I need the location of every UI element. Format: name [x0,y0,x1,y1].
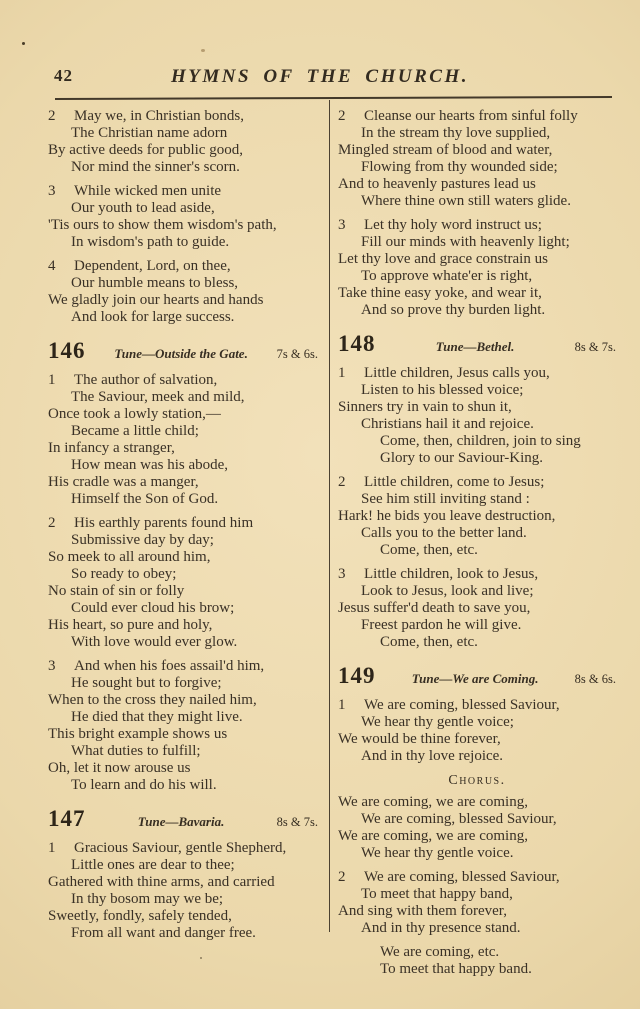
hymn-line: So meek to all around him, [48,549,211,565]
hymn-line: Freest pardon he will give. [361,617,522,633]
hymn-line: Our humble means to bless, [71,275,239,291]
verse-number: 1 [48,372,56,388]
hymn-meter-label: 8s & 7s. [276,815,318,829]
verse [338,108,616,210]
hymn-line: 1 We are coming, blessed Saviour, [338,697,560,713]
hymn-line: Let thy love and grace constrain us [338,251,548,267]
hymn-line: His cradle was a manger, [48,474,199,490]
verse [338,365,616,467]
hymn-line: We are coming, blessed Saviour, [361,811,557,827]
hymn-line: We are coming, we are coming, [338,828,528,844]
hymn-line: 2 Little children, come to Jesus; [338,474,545,490]
hymn-line: See him still inviting stand : [361,491,530,507]
hymn-line: His heart, so pure and holy, [48,617,213,633]
hymn-line: 2 We are coming, blessed Saviour, [338,869,560,885]
hymn-line: He died that they might live. [71,709,243,725]
verse-number: 2 [338,474,346,490]
verse-number: 1 [338,697,346,713]
left-column [48,108,318,949]
hymn-line: How mean was his abode, [71,457,229,473]
page-number: 42 [54,66,73,85]
column-divider [329,100,330,932]
hymn-line: By active deeds for public good, [48,142,243,158]
verse [338,869,616,937]
verse [48,515,318,651]
hymn-line: Flowing from thy wounded side; [361,159,558,175]
hymn-line: 3 Little children, look to Jesus, [338,566,539,582]
hymn-line: What duties to fulfill; [71,743,201,759]
hymn-line: Sinners try in vain to shun it, [338,399,512,415]
hymn-line: 2 Cleanse our hearts from sinful folly [338,108,578,124]
hymn-line: In infancy a stranger, [48,440,175,456]
hymn-line: With love would ever glow. [71,634,238,650]
verse-number: 3 [338,217,346,233]
hymn-heading [48,806,318,832]
hymn-line: 3 While wicked men unite [48,183,222,199]
verse [338,944,616,978]
hymn-line: In the stream thy love supplied, [361,125,551,141]
hymn-line: Gathered with thine arms, and carried [48,874,275,890]
hymn-line: Oh, let it now arouse us [48,760,191,776]
hymn-number: 146 [48,338,86,363]
hymn-line: To meet that happy band. [380,961,532,977]
hymn-line: And look for large success. [71,309,235,325]
right-column [338,108,616,985]
hymn-line: When to the cross they nailed him, [48,692,257,708]
verse-number: 3 [338,566,346,582]
verse-number: 2 [48,108,56,124]
hymn-line: And to heavenly pastures lead us [338,176,536,192]
verse [338,697,616,765]
hymn-number: 148 [338,331,376,356]
hymn-line: Where thine own still waters glide. [361,193,571,209]
hymn-line: We would be thine forever, [338,731,501,747]
hymn-line: Himself the Son of God. [71,491,219,507]
verse-number: 3 [48,658,56,674]
verse-number: 1 [338,365,346,381]
page-title: HYMNS OF THE CHURCH. [171,66,469,87]
hymn-line: Fill our minds with heavenly light; [361,234,570,250]
paper-speck [201,49,205,52]
hymn-line: This bright example shows us [48,726,228,742]
hymn-line: And in thy love rejoice. [361,748,504,764]
hymn-line: Come, then, children, join to sing [380,433,581,449]
hymn-line: Look to Jesus, look and live; [361,583,534,599]
hymn-line: Our youth to lead aside, [71,200,215,216]
verse-number: 2 [48,515,56,531]
chorus-label: Chorus. [448,773,506,788]
hymn-line: We hear thy gentle voice. [361,845,514,861]
hymn-line: Became a little child; [71,423,199,439]
hymn-line: Christians hail it and rejoice. [361,416,534,432]
hymn-line: And so prove thy burden light. [361,302,546,318]
hymn-heading [338,663,616,689]
hymn-line: Calls you to the better land. [361,525,527,541]
hymn-meter-label: 8s & 6s. [574,672,616,686]
verse [48,108,318,176]
hymn-line: To learn and do his will. [71,777,217,793]
verse [48,183,318,251]
hymn-line: The Christian name adorn [71,125,228,141]
verse [338,217,616,319]
hymn-line: Hark! he bids you leave destruction, [338,508,556,524]
hymn-number: 149 [338,663,376,688]
verse [48,258,318,326]
verse-number: 1 [48,840,56,856]
hymn-line: In wisdom's path to guide. [71,234,230,250]
hymn-line: 2 May we, in Christian bonds, [48,108,244,124]
verse-number: 4 [48,258,56,274]
verse [338,474,616,559]
hymn-line: Could ever cloud his brow; [71,600,235,616]
hymn-line: Come, then, etc. [380,634,478,650]
hymn-tune-label: Tune—We are Coming. [411,671,539,686]
hymn-tune-label: Tune—Bavaria. [137,814,225,829]
hymn-line: He sought but to forgive; [71,675,222,691]
hymn-line: 1 Gracious Saviour, gentle Shepherd, [48,840,287,856]
verse [48,658,318,794]
hymn-line: Sweetly, fondly, safely tended, [48,908,232,924]
hymn-line: To approve whate'er is right, [361,268,533,284]
hymn-line: The Saviour, meek and mild, [71,389,245,405]
verse-number: 2 [338,869,346,885]
hymn-line: And in thy presence stand. [361,920,521,936]
hymn-tune-label: Tune—Bethel. [435,339,515,354]
hymn-meter-label: 7s & 6s. [276,347,318,361]
hymn-line: 3 And when his foes assail'd him, [48,658,265,674]
hymn-line: To meet that happy band, [361,886,513,902]
hymn-line: 3 Let thy holy word instruct us; [338,217,542,233]
header-rule [55,96,612,100]
verse-number: 3 [48,183,56,199]
hymn-heading [338,331,616,357]
hymn-tune-label: Tune—Outside the Gate. [114,346,248,361]
verse [48,840,318,942]
hymn-line: 2 His earthly parents found him [48,515,254,531]
hymn-line: Come, then, etc. [380,542,478,558]
hymn-line: Jesus suffer'd death to save you, [338,600,531,616]
hymn-meter-label: 8s & 7s. [574,340,616,354]
hymn-line: So ready to obey; [71,566,177,582]
hymn-line: Glory to our Saviour-King. [380,450,544,466]
hymn-line: Once took a lowly station,— [48,406,221,422]
hymn-line: Mingled stream of blood and water, [338,142,553,158]
hymn-line: Submissive day by day; [71,532,214,548]
hymn-line: We are coming, etc. [380,944,500,960]
hymn-line: And sing with them forever, [338,903,507,919]
hymn-line: Little ones are dear to thee; [71,857,235,873]
hymn-line: 4 Dependent, Lord, on thee, [48,258,231,274]
hymn-line: Listen to his blessed voice; [361,382,524,398]
hymn-line: From all want and danger free. [71,925,256,941]
hymn-line: 1 The author of salvation, [48,372,218,388]
hymn-line: We hear thy gentle voice; [361,714,514,730]
hymn-line: Nor mind the sinner's scorn. [71,159,240,175]
verse-number: 2 [338,108,346,124]
paper-speck [200,957,202,959]
verse [338,794,616,862]
hymn-line: No stain of sin or folly [48,583,185,599]
hymn-line: 'Tis ours to show them wisdom's path, [48,217,277,233]
verse [338,566,616,651]
hymn-line: We are coming, we are coming, [338,794,528,810]
hymn-line: Take thine easy yoke, and wear it, [338,285,542,301]
hymn-line: We gladly join our hearts and hands [48,292,264,308]
hymn-number: 147 [48,806,86,831]
hymn-line: 1 Little children, Jesus calls you, [338,365,550,381]
hymn-heading [48,338,318,364]
hymn-line: In thy bosom may we be; [71,891,224,907]
verse [48,372,318,508]
paper-speck [22,42,25,45]
